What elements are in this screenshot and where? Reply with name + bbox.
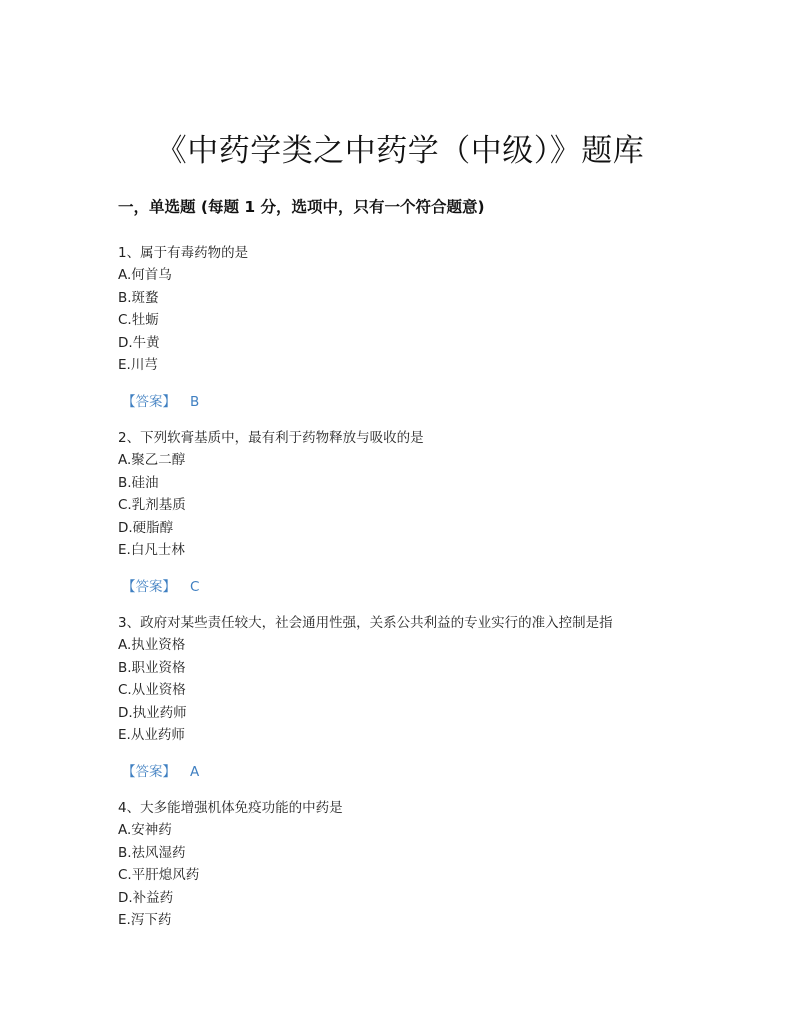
option-d: D.执业药师: [118, 704, 187, 721]
question-1: [118, 242, 718, 376]
option-e: E.从业药师: [118, 726, 185, 743]
answer-1: [122, 392, 199, 412]
question-4: [118, 797, 718, 931]
answer-label: 【答案】: [122, 579, 176, 595]
answer-label: 【答案】: [122, 394, 176, 410]
option-d: D.补益药: [118, 889, 174, 906]
question-stem: 3、政府对某些责任较大，社会通用性强，关系公共利益的专业实行的准入控制是指: [118, 615, 613, 631]
question-stem: 4、大多能增强机体免疫功能的中药是: [118, 800, 343, 816]
option-c: C.乳剂基质: [118, 497, 186, 514]
document-title: 《中药学类之中药学（中级）》题库: [155, 132, 645, 169]
option-b: B.职业资格: [118, 659, 186, 676]
option-a: A.安神药: [118, 822, 172, 839]
answer-value: C: [190, 579, 200, 595]
option-a: A.何首乌: [118, 267, 172, 284]
answer-label: 【答案】: [122, 764, 176, 780]
question-3: [118, 612, 718, 746]
option-e: E.白凡士林: [118, 541, 185, 558]
section-heading: 一，单选题 (每题 1 分，选项中，只有一个符合题意): [118, 198, 485, 216]
option-e: E.川芎: [118, 356, 158, 373]
option-b: B.硅油: [118, 474, 159, 491]
option-c: C.平肝熄风药: [118, 867, 200, 884]
option-a: A.聚乙二醇: [118, 452, 186, 469]
answer-value: B: [190, 394, 200, 410]
option-d: D.硬脂醇: [118, 519, 174, 536]
option-b: B.斑蝥: [118, 289, 159, 306]
option-a: A.执业资格: [118, 637, 186, 654]
option-d: D.牛黄: [118, 334, 160, 351]
option-c: C.牡蛎: [118, 312, 159, 329]
option-b: B.祛风湿药: [118, 844, 186, 861]
option-e: E.泻下药: [118, 911, 172, 928]
question-2: [118, 427, 718, 561]
question-stem: 2、下列软膏基质中，最有利于药物释放与吸收的是: [118, 430, 424, 446]
answer-2: [122, 577, 199, 597]
question-stem: 1、属于有毒药物的是: [118, 245, 249, 261]
answer-value: A: [190, 764, 200, 780]
option-c: C.从业资格: [118, 682, 186, 699]
answer-3: [122, 762, 199, 782]
